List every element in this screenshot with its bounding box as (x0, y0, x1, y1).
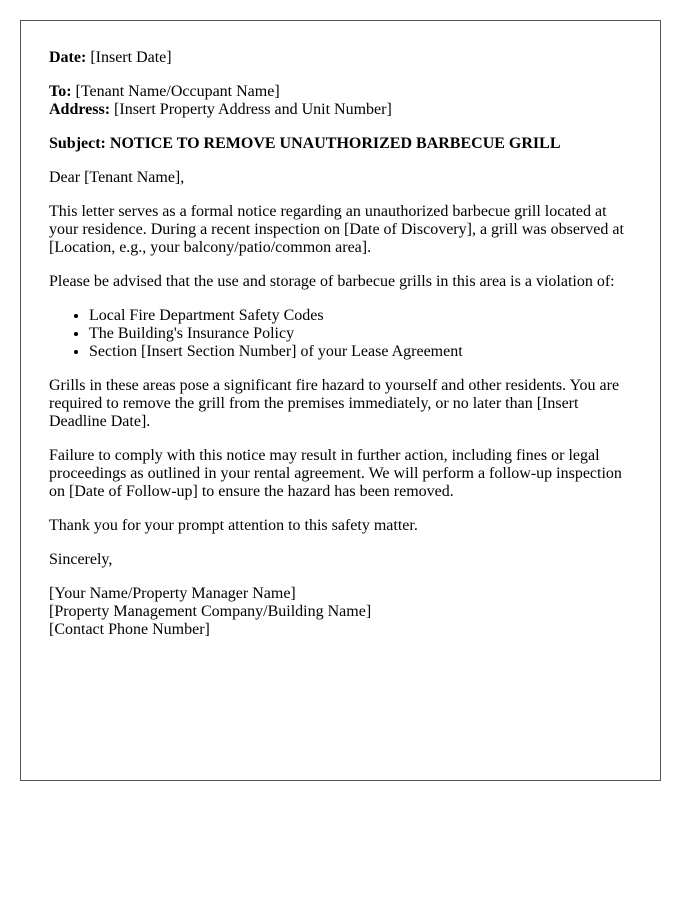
paragraph-consequences: Failure to comply with this notice may result in further action, including fines or legal proceedings as outlined in your rental agreement. We will perform a follow-up inspection on [Date of Follow-up] to ensure the hazard has been removed. (49, 447, 622, 500)
recipient-block (49, 83, 632, 119)
to-value: [Tenant Name/Occupant Name] (75, 83, 280, 100)
address-value: [Insert Property Address and Unit Number] (114, 101, 392, 118)
address-label: Address: (49, 101, 111, 118)
signature-phone: [Contact Phone Number] (49, 621, 210, 638)
signature-block (49, 585, 632, 639)
salutation: Dear [Tenant Name], (49, 169, 185, 186)
paragraph-intro: This letter serves as a formal notice regarding an unauthorized barbecue grill located at your residence. During a recent inspection on [Date of Discovery], a grill was observed at [Location, e.g., your balcony/patio/common area]. (49, 203, 624, 256)
paragraph-violation: Please be advised that the use and storage of barbecue grills in this area is a violation of: (49, 273, 615, 290)
list-item: • The Building's Insurance Policy (89, 325, 632, 343)
letter-document (20, 20, 661, 781)
date-line (49, 49, 632, 67)
date-value: [Insert Date] (90, 49, 172, 66)
subject-label: Subject: (49, 135, 106, 152)
to-label: To: (49, 83, 72, 100)
violations-list (49, 307, 632, 361)
address-line (49, 101, 632, 119)
signature-company: [Property Management Company/Building Name] (49, 603, 372, 620)
paragraph-thanks: Thank you for your prompt attention to this safety matter. (49, 517, 418, 534)
signature-name: [Your Name/Property Manager Name] (49, 585, 296, 602)
paragraph-hazard: Grills in these areas pose a significant fire hazard to yourself and other residents. You are required to remove the grill from the premises immediately, or no later than [Insert Deadline Date]. (49, 377, 620, 430)
to-line (49, 83, 632, 101)
subject-line (49, 135, 632, 153)
date-label: Date: (49, 49, 87, 66)
list-item: • Section [Insert Section Number] of your Lease Agreement (89, 343, 632, 361)
closing: Sincerely, (49, 551, 113, 568)
subject-value: NOTICE TO REMOVE UNAUTHORIZED BARBECUE GRILL (109, 135, 561, 152)
list-item: • Local Fire Department Safety Codes (89, 307, 632, 325)
